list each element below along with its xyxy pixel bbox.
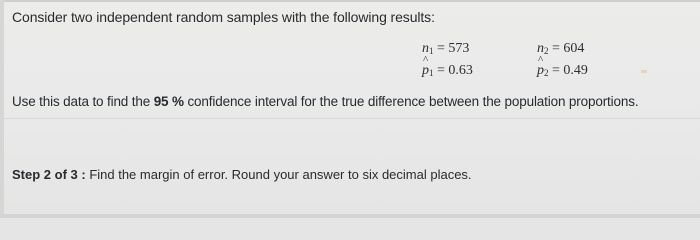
- p2-subscript: 2: [544, 68, 549, 78]
- p2-value: 0.49: [563, 63, 588, 78]
- left-edge-shade: [0, 0, 4, 218]
- step-text: Find the margin of error. Round your answer to six decimal places.: [89, 167, 472, 182]
- sample-1-proportion: ^ $p_1 = 0.63$: [422, 63, 473, 79]
- instruction-text-before: Use this data to find the: [12, 94, 154, 109]
- top-border: [0, 0, 700, 2]
- n1-variable: n: [422, 41, 429, 56]
- n2-value: 604: [563, 41, 585, 56]
- question-intro: Consider two independent random samples with the following results:: [12, 9, 435, 25]
- p1-variable: ^ p: [422, 63, 429, 79]
- sample-2-size: $n_2 = 604$: [537, 41, 585, 56]
- bottom-border: [0, 214, 700, 218]
- n2-variable: n: [537, 41, 544, 56]
- n2-subscript: 2: [544, 46, 549, 56]
- question-instruction: [12, 94, 638, 109]
- sample-1-size: $n_1 = 573$: [422, 41, 470, 56]
- n1-subscript: 1: [429, 46, 434, 56]
- p1-subscript: 1: [429, 68, 434, 78]
- n1-value: 573: [448, 41, 470, 56]
- step-label: Step 2 of 3 :: [12, 167, 86, 182]
- confidence-level: 95 %: [153, 94, 184, 109]
- p1-value: 0.63: [448, 63, 473, 78]
- highlight-mark: [641, 70, 647, 73]
- instruction-text-after: confidence interval for the true difference between the population proportions.: [183, 94, 639, 109]
- section-divider: [3, 118, 700, 119]
- p2-variable: ^ p: [537, 63, 544, 79]
- sample-2-proportion: ^ $p_2 = 0.49$: [537, 63, 588, 79]
- step-prompt: [12, 167, 472, 182]
